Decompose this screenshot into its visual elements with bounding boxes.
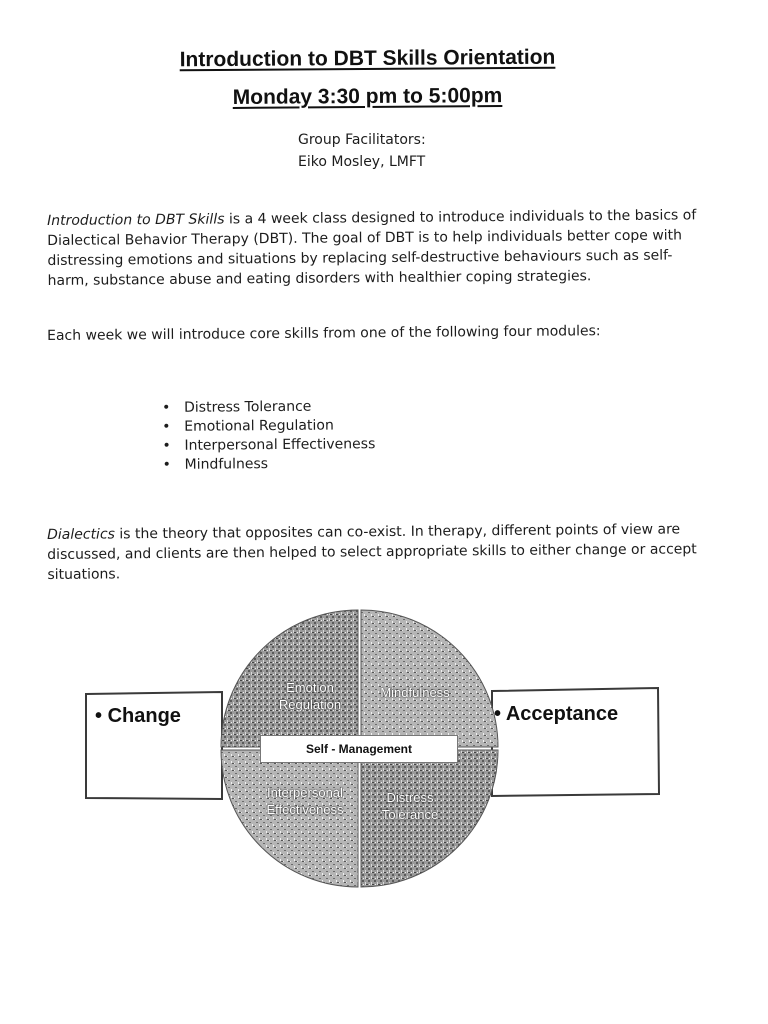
acceptance-label: • Acceptance	[494, 703, 619, 725]
facilitators-label: Group Facilitators:	[298, 132, 426, 148]
quadrant-mindfulness	[361, 610, 498, 747]
distress-tolerance-label: Distress Tolerance	[381, 790, 439, 822]
module-list	[162, 397, 376, 475]
module-item: • Interpersonal Effectiveness	[162, 435, 375, 456]
session-schedule: Monday 3:30 pm to 5:00pm	[232, 84, 503, 109]
change-label: • Change	[95, 705, 181, 727]
module-item: • Distress Tolerance	[162, 397, 375, 418]
module-item: • Mindfulness	[162, 454, 375, 475]
intro-paragraph	[47, 205, 698, 291]
dialectics-paragraph	[47, 519, 697, 585]
dbt-diagram	[80, 604, 662, 894]
emotion-regulation-label: Emotion Regulation	[278, 680, 342, 712]
quadrant-interpersonal-effectiveness	[221, 750, 358, 887]
interpersonal-effectiveness-label: Interpersonal Effectiveness	[266, 785, 344, 817]
intro-emphasis: Introduction to DBT Skills	[47, 211, 225, 229]
change-text: Change	[107, 705, 181, 727]
module-item: • Emotional Regulation	[162, 416, 375, 437]
document-title: Introduction to DBT Skills Orientation	[179, 45, 556, 72]
weekly-paragraph: Each week we will introduce core skills from one of the following four modules:	[47, 323, 601, 344]
intro-text: is a 4 week class designed to introduce individuals to the basics of Dialectical Behavior Therapy (DBT). The goal of DBT is to help individuals better cope with distressing emotions and situations by replacing self-destructive behaviours such as self-harm, substance abuse and eating disorders with healthier coping strategies.	[47, 207, 697, 289]
mindfulness-label: Mindfulness	[380, 685, 450, 700]
facilitator-name: Eiko Mosley, LMFT	[298, 154, 426, 170]
dialectics-text: is the theory that opposites can co-exist. In therapy, different points of view are discussed, and clients are then helped to select appropriate skills to either change or accept situations.	[47, 521, 697, 583]
self-management-bar: Self - Management	[260, 735, 458, 763]
acceptance-text: Acceptance	[505, 703, 619, 725]
dialectics-emphasis: Dialectics	[47, 526, 115, 543]
facilitators-block	[298, 129, 426, 173]
